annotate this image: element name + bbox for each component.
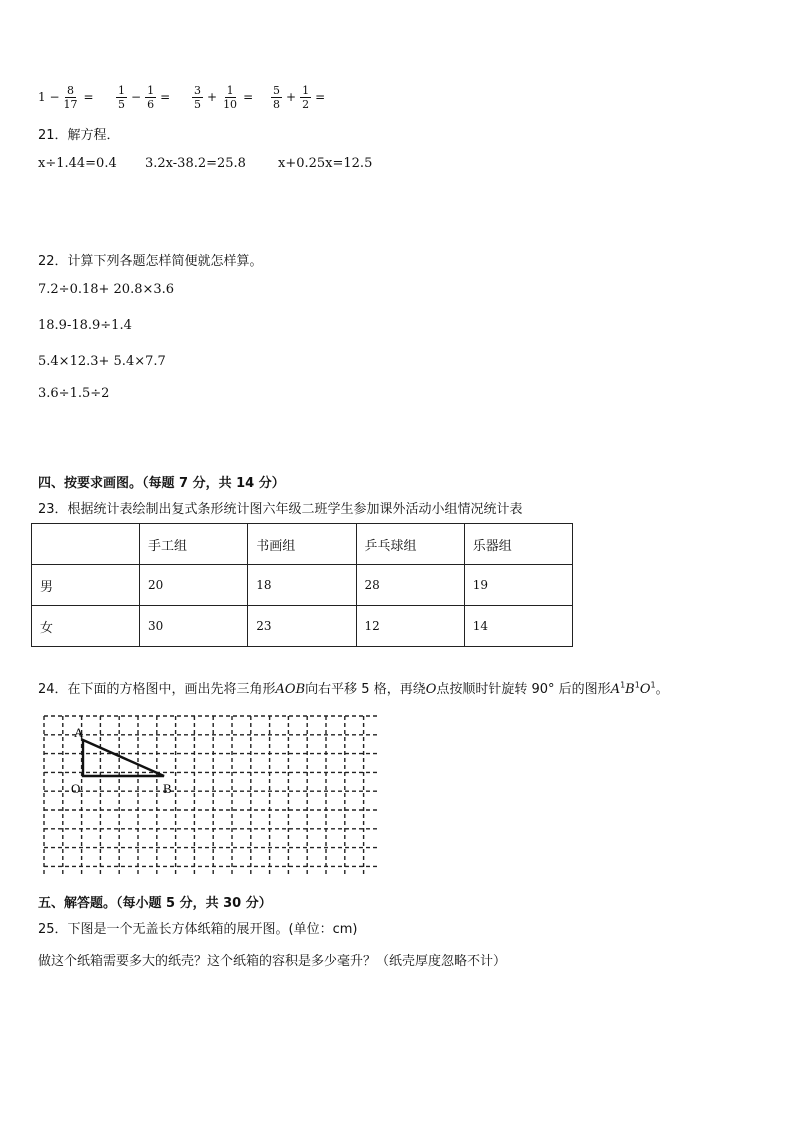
- numerator: 3: [194, 83, 201, 97]
- table-header-cell: 书画组: [248, 524, 356, 565]
- question-25-text: 做这个纸箱需要多大的纸壳？这个纸箱的容积是多少毫升？（纸壳厚度忽略不计）: [38, 954, 507, 969]
- table-header-cell: [32, 524, 140, 565]
- numerator: 1: [147, 83, 155, 97]
- table-row: [32, 606, 573, 647]
- equals-sign: =: [160, 90, 171, 104]
- table-cell: 14: [464, 606, 572, 647]
- q24-end: 。: [655, 682, 669, 697]
- question-21-title: 21．解方程．: [38, 128, 120, 143]
- numerator: 1: [302, 83, 310, 97]
- label-b: B: [163, 781, 172, 796]
- label-o: O: [71, 781, 81, 796]
- superscript: 1: [634, 680, 640, 690]
- table-cell: 18: [248, 565, 356, 606]
- calculation-item: 5.4×12.3+ 5.4×7.7: [38, 354, 166, 369]
- equals-sign: =: [315, 90, 326, 104]
- denominator: 2: [302, 97, 310, 111]
- expr-prefix: 1 −: [38, 90, 60, 104]
- table-row: [32, 565, 573, 606]
- q24-text-after: 点按顺时针旋转 90° 后的图形: [436, 682, 611, 697]
- question-24-text: [38, 678, 669, 697]
- table-cell: 28: [356, 565, 464, 606]
- denominator: 6: [147, 97, 155, 111]
- q24-result-b: B: [625, 682, 635, 697]
- operator: +: [286, 90, 297, 104]
- fraction-expression-3: [190, 80, 255, 114]
- fraction: [116, 84, 127, 111]
- q24-shape-name: AOB: [275, 682, 306, 697]
- table-cell: 20: [140, 565, 248, 606]
- table-row-label: 女: [32, 606, 140, 647]
- fraction: [145, 84, 156, 111]
- denominator: 10: [223, 97, 238, 111]
- superscript: 1: [650, 680, 656, 690]
- numerator: 1: [226, 83, 234, 97]
- denominator: 8: [273, 97, 280, 111]
- q24-point-name: O: [425, 682, 437, 697]
- table-cell: 19: [464, 565, 572, 606]
- fraction-expression-4: [269, 80, 327, 114]
- fraction: [221, 84, 239, 111]
- q24-text-mid: 向右平移 5 格，再绕: [305, 682, 426, 697]
- section-5-title: 五、解答题。（每小题 5 分，共 30 分）: [38, 896, 272, 911]
- calculation-item: 7.2÷0.18+ 20.8×3.6: [38, 282, 175, 297]
- table-cell: 12: [356, 606, 464, 647]
- operator: +: [207, 90, 218, 104]
- calculation-item: 3.6÷1.5÷2: [38, 386, 110, 401]
- equation: x÷1.44=0.4: [38, 156, 117, 171]
- denominator: 5: [118, 97, 125, 111]
- superscript: 1: [620, 680, 626, 690]
- operator: −: [131, 90, 142, 104]
- denominator: 17: [63, 97, 78, 111]
- label-a: A: [74, 725, 84, 740]
- table-row-label: 男: [32, 565, 140, 606]
- table-header-cell: 手工组: [140, 524, 248, 565]
- question-22-title: 22．计算下列各题怎样简便就怎样算。: [38, 254, 263, 269]
- dashed-grid: [44, 716, 378, 876]
- fraction: [192, 84, 203, 111]
- calculation-item: 18.9-18.9÷1.4: [38, 318, 132, 333]
- numerator: 1: [118, 83, 125, 97]
- table-cell: 30: [140, 606, 248, 647]
- fraction: [62, 84, 80, 111]
- equation: 3.2x-38.2=25.8: [145, 156, 246, 171]
- equals-sign: =: [83, 90, 94, 104]
- fraction-expression-1: [38, 80, 96, 114]
- fraction-expression-2: [114, 80, 172, 114]
- q24-result-a: A: [610, 682, 621, 697]
- fraction: [271, 84, 282, 111]
- numerator: 8: [67, 83, 75, 97]
- section-4-title: 四、按要求画图。（每题 7 分，共 14 分）: [38, 476, 285, 491]
- equation: x+0.25x=12.5: [278, 156, 373, 171]
- equals-sign: =: [243, 90, 254, 104]
- triangle-aob: [83, 740, 164, 776]
- table-cell: 23: [248, 606, 356, 647]
- table-header-row: [32, 524, 573, 565]
- question-25-title: 25．下图是一个无盖长方体纸箱的展开图。(单位：cm): [38, 922, 358, 937]
- q24-text-before: 24．在下面的方格图中，画出先将三角形: [38, 682, 276, 697]
- fraction: [300, 84, 311, 111]
- numerator: 5: [273, 83, 280, 97]
- denominator: 5: [194, 97, 201, 111]
- table-header-cell: 乐器组: [464, 524, 572, 565]
- grid-figure: [40, 714, 384, 878]
- statistics-table: [31, 523, 573, 647]
- table-header-cell: 乒乓球组: [356, 524, 464, 565]
- q24-result-o: O: [639, 682, 651, 697]
- question-23-title: 23．根据统计表绘制出复式条形统计图六年级二班学生参加课外活动小组情况统计表: [38, 502, 523, 517]
